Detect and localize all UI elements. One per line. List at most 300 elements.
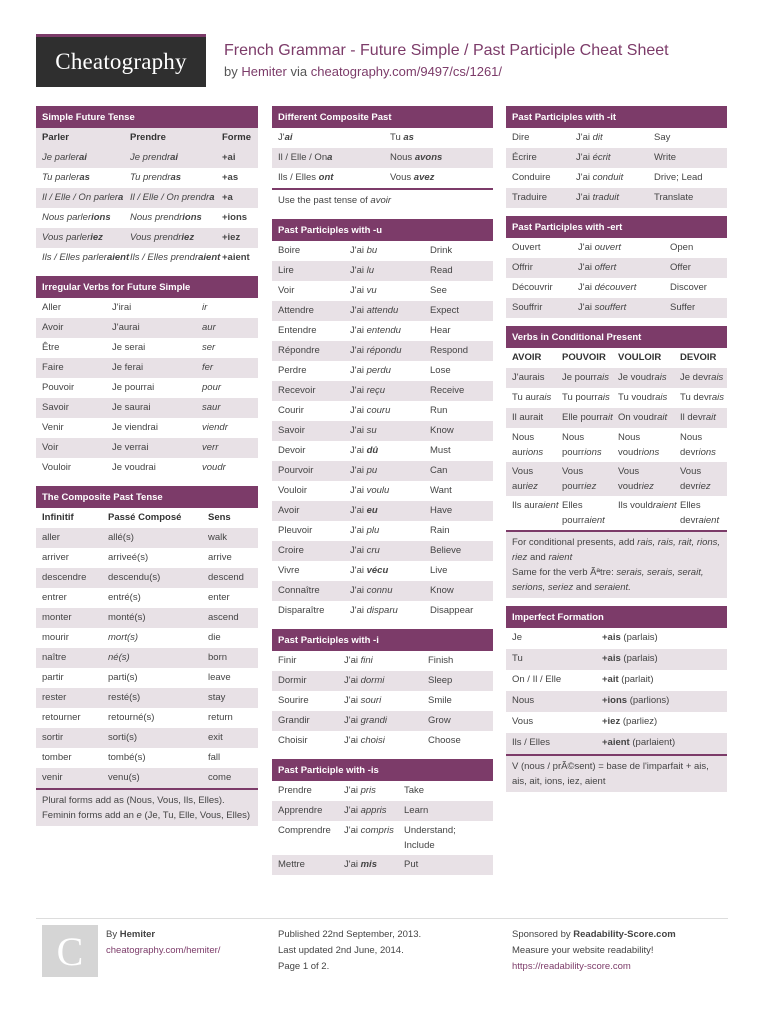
sponsor-url[interactable]: https://readability-score.com	[512, 961, 631, 972]
table-header-row	[36, 128, 258, 148]
table-cell	[42, 570, 108, 585]
cell-text: cru	[366, 545, 380, 556]
cell-text: Je	[512, 632, 523, 643]
table-cell	[618, 390, 680, 405]
cell-text: sortir	[42, 732, 64, 743]
cell-text: découvert	[594, 282, 637, 293]
table-cell	[108, 610, 208, 625]
cell-text: Parler	[42, 132, 69, 143]
cell-text: J'ai	[350, 285, 367, 296]
section-conditional-present	[506, 326, 727, 598]
cell-text: ouvert	[594, 242, 622, 253]
sponsor-name[interactable]: Readability-Score.com	[573, 929, 676, 940]
section-title: Verbs in Conditional Present	[506, 326, 727, 348]
table-cell	[42, 750, 108, 765]
table-row	[272, 401, 493, 421]
table-row	[506, 388, 727, 408]
table-cell	[42, 440, 112, 455]
table-cell	[404, 823, 488, 853]
table-cell	[654, 150, 722, 165]
cell-text: exit	[208, 732, 223, 743]
cell-text: Ouvert	[512, 242, 541, 253]
published-date: Published 22nd September, 2013.	[278, 929, 422, 940]
cell-text: Découvrir	[512, 282, 553, 293]
table-cell	[208, 610, 252, 625]
table-cell	[430, 343, 488, 358]
cell-text: Feminin forms add an	[42, 810, 134, 821]
cell-text: J'irai	[112, 302, 132, 313]
cell-text: as	[170, 172, 182, 183]
table-cell	[430, 563, 488, 578]
cell-text: souffert	[594, 302, 627, 313]
table-cell	[208, 670, 252, 685]
cell-text: Lire	[278, 265, 294, 276]
cell-text: ser	[202, 342, 216, 353]
cell-text: pris	[360, 785, 376, 796]
table-row	[36, 438, 258, 458]
cell-text: Sleep	[428, 675, 453, 686]
table-row	[36, 358, 258, 378]
cell-text: écrit	[592, 152, 611, 163]
table-cell	[112, 380, 202, 395]
table-cell	[618, 370, 680, 385]
cell-text: parti(s)	[108, 672, 138, 683]
table-cell	[512, 464, 562, 494]
cell-text: Tu devr	[680, 392, 712, 403]
table-row	[272, 581, 493, 601]
table-cell	[390, 130, 486, 145]
cell-text: Je voudrai	[112, 462, 156, 473]
table-cell	[344, 733, 428, 748]
table-cell	[562, 498, 618, 528]
table-cell	[208, 770, 252, 785]
column-1	[36, 106, 258, 834]
cell-text: J'ai	[350, 525, 367, 536]
table-cell	[108, 630, 208, 645]
updated-date: Last updated 2nd June, 2014.	[278, 945, 404, 956]
table-cell	[350, 463, 430, 478]
cell-text: as	[403, 132, 414, 143]
table-row	[36, 248, 258, 268]
sponsor-tagline: Measure your website readability!	[512, 945, 654, 956]
table-cell	[602, 651, 722, 666]
author-avatar[interactable]: C	[42, 925, 98, 977]
table-cell	[350, 243, 430, 258]
table-row	[36, 168, 258, 188]
section-title: Past Participles with -u	[272, 219, 493, 241]
table-row	[36, 608, 258, 628]
table-row	[506, 733, 727, 754]
cell-text: Traduire	[512, 192, 548, 203]
table-row	[506, 278, 727, 298]
cell-text: aur	[202, 322, 216, 333]
table-cell	[428, 653, 488, 668]
cell-text: Apprendre	[278, 805, 323, 816]
cell-text: vu	[366, 285, 377, 296]
table-header-row	[36, 508, 258, 528]
table-cell	[278, 563, 350, 578]
table-cell	[108, 670, 208, 685]
cell-text: J'aurais	[512, 372, 545, 383]
cell-text: Je parler	[42, 152, 79, 163]
table-row	[36, 208, 258, 228]
cell-text: DEVOIR	[680, 352, 717, 363]
table-cell	[430, 463, 488, 478]
cell-text: conduit	[592, 172, 624, 183]
table-row	[36, 708, 258, 728]
footer-author-url[interactable]: cheatography.com/hemiter/	[106, 945, 221, 956]
cell-text: For conditional presents, add	[512, 537, 635, 548]
table-cell	[108, 770, 208, 785]
cell-text: On voudr	[618, 412, 658, 423]
cheatography-logo[interactable]: Cheatography	[36, 34, 206, 87]
table-cell	[350, 363, 430, 378]
table-cell	[42, 530, 108, 545]
table-cell	[430, 243, 488, 258]
cell-text: arriver	[42, 552, 69, 563]
cell-text: iez	[90, 232, 103, 243]
cell-text: aller	[42, 532, 60, 543]
table-cell	[208, 510, 252, 525]
cell-text: iez	[584, 481, 597, 492]
table-cell	[42, 230, 130, 245]
cell-text: Passé Composé	[108, 512, 182, 523]
table-row	[272, 821, 493, 855]
cell-text: Live	[430, 565, 448, 576]
table-cell	[680, 430, 730, 460]
cell-text: Vouloir	[42, 462, 72, 473]
table-cell	[430, 483, 488, 498]
table-cell	[278, 343, 350, 358]
table-cell	[512, 190, 576, 205]
table-cell	[112, 400, 202, 415]
cell-text: Tu parler	[42, 172, 80, 183]
table-cell	[344, 653, 428, 668]
cell-text: Tu aur	[512, 392, 540, 403]
cell-text: dû	[366, 445, 379, 456]
table-cell	[350, 403, 430, 418]
cell-text: Je serai	[112, 342, 146, 353]
table-cell	[430, 423, 488, 438]
table-cell	[222, 170, 252, 185]
table-row	[506, 712, 727, 733]
table-cell	[680, 350, 730, 365]
cell-text: ions	[641, 447, 660, 458]
table-cell	[512, 498, 562, 513]
cell-text: Run	[430, 405, 448, 416]
table-cell	[562, 350, 618, 365]
cell-text: J'ai	[350, 365, 367, 376]
table-cell	[202, 420, 252, 435]
cell-text: Put	[404, 859, 419, 870]
cell-text: a	[327, 152, 333, 163]
cell-text: ions	[584, 447, 602, 458]
section-title: Past Participles with -i	[272, 629, 493, 651]
cell-text: eu	[366, 505, 378, 516]
cell-text: Grow	[428, 715, 451, 726]
table-cell	[278, 803, 344, 818]
section-note: V (nous / prÃ©sent) = base de l'imparfait + ais, ais, ait, ions, iez, aient	[506, 754, 727, 792]
cell-text: iez	[525, 481, 538, 492]
cell-text: ai	[284, 132, 293, 143]
table-row	[506, 649, 727, 670]
cell-text: Boire	[278, 245, 301, 256]
table-cell	[404, 803, 488, 818]
table-row	[36, 548, 258, 568]
cell-text: arrivеé(s)	[108, 552, 149, 563]
cell-text: Il / Elle / On	[278, 152, 328, 163]
cell-text: walk	[208, 532, 228, 543]
table-cell	[202, 320, 252, 335]
cell-text: Rain	[430, 525, 450, 536]
cell-text: Understand; Include	[404, 825, 456, 851]
table-cell	[512, 735, 602, 750]
cell-text: Same for the verb Ãªtre:	[512, 567, 614, 578]
cell-text: ir	[202, 302, 208, 313]
table-cell	[512, 370, 562, 385]
table-cell	[428, 713, 488, 728]
cell-text: (parlaient)	[632, 737, 676, 748]
cell-text: entendu	[366, 325, 401, 336]
table-row	[36, 568, 258, 588]
section-title: Different Composite Past	[272, 106, 493, 128]
cell-text: aient	[584, 515, 605, 526]
table-cell	[42, 190, 130, 205]
table-cell	[222, 210, 252, 225]
cell-text: entrer	[42, 592, 67, 603]
page-title: French Grammar - Future Simple / Past Participle Cheat Sheet	[224, 42, 669, 59]
cell-text: Read	[430, 265, 453, 276]
table-cell	[562, 464, 618, 494]
footer-author	[106, 927, 220, 959]
cell-text: ais	[655, 392, 668, 403]
cell-text: descendu(s)	[108, 572, 161, 583]
table-cell	[278, 543, 350, 558]
cell-text: (parlais)	[623, 653, 658, 664]
table-cell	[278, 823, 344, 838]
table-row	[272, 501, 493, 521]
table-cell	[350, 483, 430, 498]
table-cell	[278, 130, 390, 145]
table-row	[272, 801, 493, 821]
cell-text: Comprendre	[278, 825, 331, 836]
table-row	[272, 541, 493, 561]
table-row	[272, 381, 493, 401]
cell-text: Pouvoir	[42, 382, 75, 393]
cell-text: descend	[208, 572, 244, 583]
section-title: Imperfect Formation	[506, 606, 727, 628]
section-past-participles-ert	[506, 216, 727, 318]
section-past-participles-u	[272, 219, 493, 621]
cell-text: POUVOIR	[562, 352, 606, 363]
cell-text: saur	[202, 402, 221, 413]
table-row	[36, 668, 258, 688]
cell-text: connu	[366, 585, 393, 596]
cell-text: Know	[430, 585, 454, 596]
cell-text: J'ai	[350, 585, 367, 596]
cell-text: Vous devr	[680, 466, 702, 492]
cell-text: J'ai	[344, 655, 361, 666]
cell-text: Vous pourr	[562, 466, 585, 492]
table-cell	[278, 170, 390, 185]
table-row	[36, 148, 258, 168]
table-cell	[208, 630, 252, 645]
table-cell	[562, 430, 618, 460]
table-row	[36, 688, 258, 708]
table-cell	[222, 130, 252, 145]
table-cell	[512, 651, 602, 666]
cell-text: J'ai	[350, 305, 367, 316]
cell-text: Vous parler	[42, 232, 91, 243]
table-cell	[278, 693, 344, 708]
cell-text: ions	[698, 447, 716, 458]
cell-text: Sens	[208, 512, 231, 523]
table-cell	[350, 543, 430, 558]
cell-text: seraient.	[594, 582, 631, 593]
cell-text: lu	[366, 265, 375, 276]
cell-text: Infinitif	[42, 512, 74, 523]
table-cell	[130, 170, 222, 185]
cell-text: Smile	[428, 695, 452, 706]
cell-text: +ions	[222, 212, 248, 223]
table-cell	[278, 403, 350, 418]
cell-text: Disappear	[430, 605, 474, 616]
table-cell	[512, 130, 576, 145]
cell-text: Il / Elle / On parler	[42, 192, 119, 203]
table-row	[506, 628, 727, 649]
table-row	[36, 588, 258, 608]
table-cell	[278, 463, 350, 478]
table-cell	[350, 443, 430, 458]
table-row	[272, 341, 493, 361]
section-note	[36, 788, 258, 826]
table-cell	[576, 130, 654, 145]
cell-text: Connaître	[278, 585, 320, 596]
cell-text: mourir	[42, 632, 69, 643]
cell-text: J'ai	[576, 132, 593, 143]
cell-text: Finish	[428, 655, 454, 666]
cell-text: J'ai	[350, 545, 367, 556]
cell-text: Croire	[278, 545, 304, 556]
table-row	[506, 258, 727, 278]
table-cell	[108, 730, 208, 745]
footer-sponsor	[512, 927, 676, 975]
table-cell	[578, 300, 670, 315]
cell-text: Je devr	[680, 372, 712, 383]
cell-text: Tu voudr	[618, 392, 656, 403]
cell-text: (parlait)	[621, 674, 654, 685]
cell-text: Can	[430, 465, 448, 476]
footer-by-label: By	[106, 929, 118, 940]
cell-text: Tu	[512, 653, 523, 664]
table-row	[36, 378, 258, 398]
table-cell	[112, 420, 202, 435]
cell-text: On / Il / Elle	[512, 674, 562, 685]
table-cell	[42, 630, 108, 645]
table-row	[272, 711, 493, 731]
table-cell	[130, 250, 222, 265]
cell-text: su	[366, 425, 377, 436]
cell-text: Perdre	[278, 365, 307, 376]
table-cell	[278, 523, 350, 538]
cell-text: compris	[360, 825, 394, 836]
cell-text: J'ai	[350, 265, 367, 276]
author-link[interactable]: Hemiter	[241, 64, 287, 79]
via-label: via	[290, 64, 308, 79]
cell-text: ai	[78, 152, 87, 163]
cell-text: rais, rais, rait, rions, riez	[512, 537, 721, 563]
cell-text: vécu	[366, 565, 389, 576]
table-cell	[42, 730, 108, 745]
table-cell	[42, 710, 108, 725]
cell-text: ont	[318, 172, 334, 183]
cell-text: Ils / Elles	[512, 737, 551, 748]
table-cell	[670, 240, 722, 255]
footer-author-name[interactable]: Hemiter	[119, 929, 156, 940]
cell-text: J'ai	[344, 805, 361, 816]
cell-text: aient	[198, 252, 221, 263]
cell-text: Voir	[42, 442, 59, 453]
table-cell	[278, 603, 350, 618]
cell-text: retourné(s)	[108, 712, 155, 723]
table-cell	[42, 590, 108, 605]
table-cell	[344, 693, 428, 708]
section-note	[272, 188, 493, 211]
section-past-participles-i	[272, 629, 493, 751]
table-cell	[512, 300, 578, 315]
table-cell	[350, 343, 430, 358]
section-title: Past Participles with -it	[506, 106, 727, 128]
cell-text: AVOIR	[512, 352, 542, 363]
table-row	[506, 408, 727, 428]
cell-text: Choisir	[278, 735, 308, 746]
cell-text: Courir	[278, 405, 304, 416]
table-cell	[512, 350, 562, 365]
table-cell	[278, 783, 344, 798]
table-cell	[278, 483, 350, 498]
cell-text: J'ai	[576, 192, 593, 203]
table-cell	[202, 300, 252, 315]
table-header-row	[506, 348, 727, 368]
cell-text: +ait	[602, 674, 619, 685]
table-cell	[42, 130, 130, 145]
table-cell	[278, 857, 344, 872]
table-row	[506, 128, 727, 148]
table-cell	[350, 503, 430, 518]
table-cell	[512, 150, 576, 165]
sheet-url-link[interactable]: cheatography.com/9497/cs/1261/	[310, 64, 503, 79]
cell-text: répondu	[366, 345, 402, 356]
table-cell	[390, 170, 486, 185]
table-cell	[278, 243, 350, 258]
cell-text: a	[209, 192, 215, 203]
cell-text: Disparaître	[278, 605, 325, 616]
table-row	[36, 318, 258, 338]
cell-text: J'ai	[344, 735, 361, 746]
table-row	[272, 651, 493, 671]
cell-text: J'ai	[350, 345, 367, 356]
cell-text: resté(s)	[108, 692, 141, 703]
table-cell	[512, 630, 602, 645]
table-cell	[112, 460, 202, 475]
cell-text: avoir	[370, 195, 392, 206]
table-row	[272, 601, 493, 621]
cell-text: Avoir	[278, 505, 300, 516]
cell-text: sorti(s)	[108, 732, 138, 743]
cell-text: raient	[652, 500, 677, 511]
cell-text: Nous pourr	[562, 432, 585, 458]
table-cell	[278, 263, 350, 278]
